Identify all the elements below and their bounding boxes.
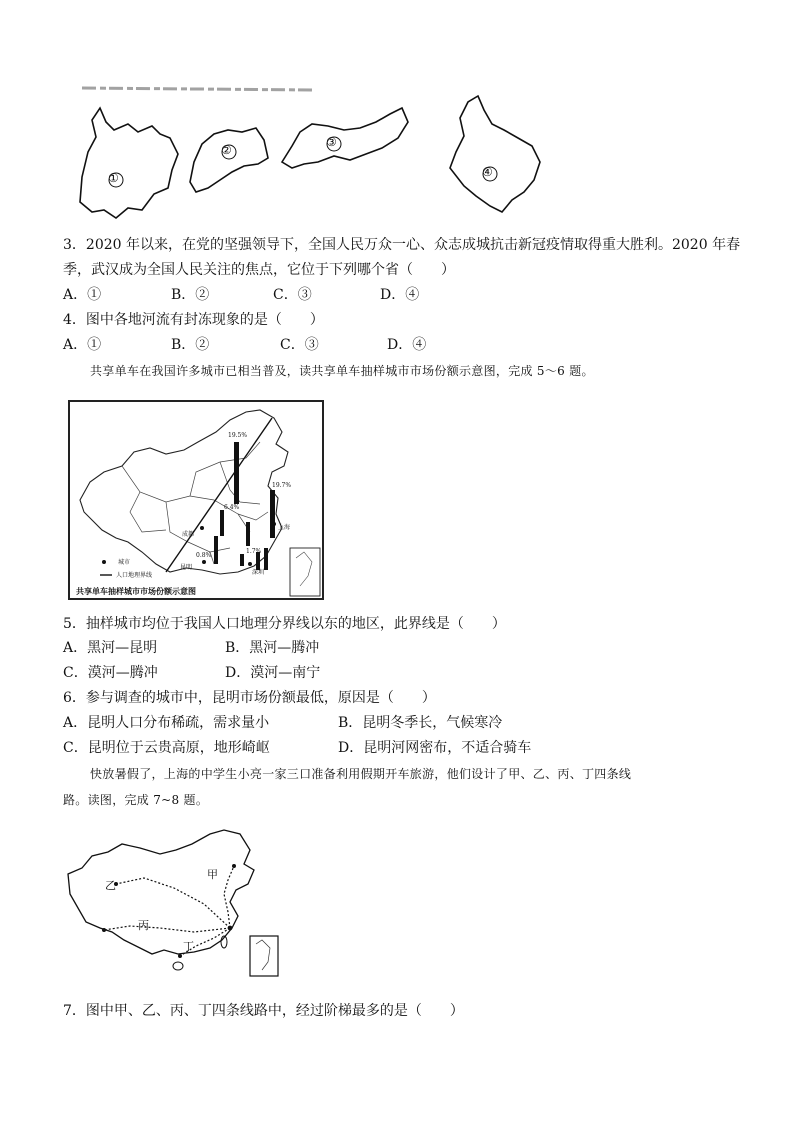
question-4-option-a[interactable]: A．① (63, 337, 102, 353)
province-marker-4: ④ (482, 165, 493, 179)
bar-central-2 (246, 522, 250, 546)
intro-questions-5-6: 共享单车在我国许多城市已相当普及，读共享单车抽样城市市场份额示意图，完成 5～6 题。 (90, 364, 594, 378)
bar-south-3 (240, 554, 244, 566)
question-3-line-1: 3．2020 年以来，在党的坚强领导下，全国人民万众一心、众志成城抗击新冠疫情取得重大胜利。2020 年春 (63, 237, 741, 253)
question-5-stem: 5．抽样城市均位于我国人口地理分界线以东的地区，此界线是（ ） (63, 616, 506, 632)
value-label-1: 19.5% (228, 432, 248, 439)
question-4-option-c[interactable]: C．③ (280, 337, 319, 353)
bar-central-1 (220, 510, 224, 536)
province-outlines-figure (72, 82, 552, 222)
legend-city-label: 城市 (118, 559, 131, 566)
route-label-yi: 乙 (105, 879, 116, 892)
route-label-jia: 甲 (207, 868, 218, 881)
question-5-option-a[interactable]: A．黑河—昆明 (63, 640, 158, 656)
route-label-bing: 丙 (138, 919, 149, 932)
city-label-kunming: 昆明 (180, 564, 193, 571)
question-4-option-b[interactable]: B．② (171, 337, 210, 353)
value-label-5: 1.7% (246, 548, 262, 555)
question-4-option-d[interactable]: D．④ (387, 337, 427, 353)
province-4-outline (450, 96, 540, 212)
question-7-stem: 7．图中甲、乙、丙、丁四条线路中，经过阶梯最多的是（ ） (63, 1003, 464, 1019)
question-6-option-a[interactable]: A．昆明人口分布稀疏，需求量小 (63, 715, 270, 731)
province-marker-2: ② (221, 143, 232, 157)
province-3-outline (282, 108, 408, 168)
question-5-option-c[interactable]: C．漠河—腾冲 (63, 665, 158, 681)
intro-questions-7-8-line-1: 快放暑假了，上海的中学生小亮一家三口准备利用假期开车旅游，他们设计了甲、乙、丙、丁四条线 (90, 767, 632, 781)
question-5-option-b[interactable]: B．黑河—腾冲 (225, 640, 320, 656)
question-6-stem: 6．参与调查的城市中，昆明市场份额最低，原因是（ ） (63, 690, 436, 706)
city-label-shenzhen: 深圳 (252, 569, 265, 576)
province-marker-1: ① (108, 171, 119, 185)
legend-line-label: 人口地理界线 (116, 572, 153, 579)
route-map-figure (64, 828, 286, 978)
bike-map-caption: 共享单车抽样城市市场份额示意图 (76, 587, 196, 596)
question-5-option-d[interactable]: D．漠河—南宁 (225, 665, 321, 681)
question-6-option-b[interactable]: B．昆明冬季长，气候寒冷 (338, 715, 503, 731)
value-label-3: 6.4% (224, 504, 240, 511)
province-1-outline (80, 108, 178, 218)
value-label-4: 0.8% (196, 552, 212, 559)
bar-south-2 (264, 548, 268, 570)
question-3-line-2: 季，武汉成为全国人民关注的焦点，它位于下列哪个省（ ） (63, 262, 455, 278)
intro-questions-7-8-line-2: 路。读图，完成 7~8 题。 (63, 793, 209, 807)
question-6-option-d[interactable]: D．昆明河网密布，不适合骑车 (338, 740, 532, 756)
province-2-outline (190, 128, 268, 192)
bar-west (214, 536, 218, 564)
question-3-option-b[interactable]: B．② (171, 287, 210, 303)
bike-share-map-figure (68, 400, 324, 600)
bar-northeast (234, 442, 239, 504)
question-4-stem: 4．图中各地河流有封冻现象的是（ ） (63, 312, 324, 328)
city-label-chengdu: 成都 (182, 531, 195, 538)
china-map-outline (70, 402, 322, 598)
question-3-option-d[interactable]: D．④ (380, 287, 420, 303)
question-3-option-a[interactable]: A．① (63, 287, 102, 303)
value-label-2: 19.7% (272, 482, 292, 489)
bar-east (270, 490, 275, 538)
province-marker-3: ③ (326, 135, 337, 149)
question-6-option-c[interactable]: C．昆明位于云贵高原，地形崎岖 (63, 740, 270, 756)
city-label-shanghai: 上海 (278, 524, 291, 531)
route-bing (104, 926, 230, 932)
route-label-ding: 丁 (183, 940, 194, 953)
question-3-option-c[interactable]: C．③ (273, 287, 312, 303)
route-yi (116, 878, 230, 928)
